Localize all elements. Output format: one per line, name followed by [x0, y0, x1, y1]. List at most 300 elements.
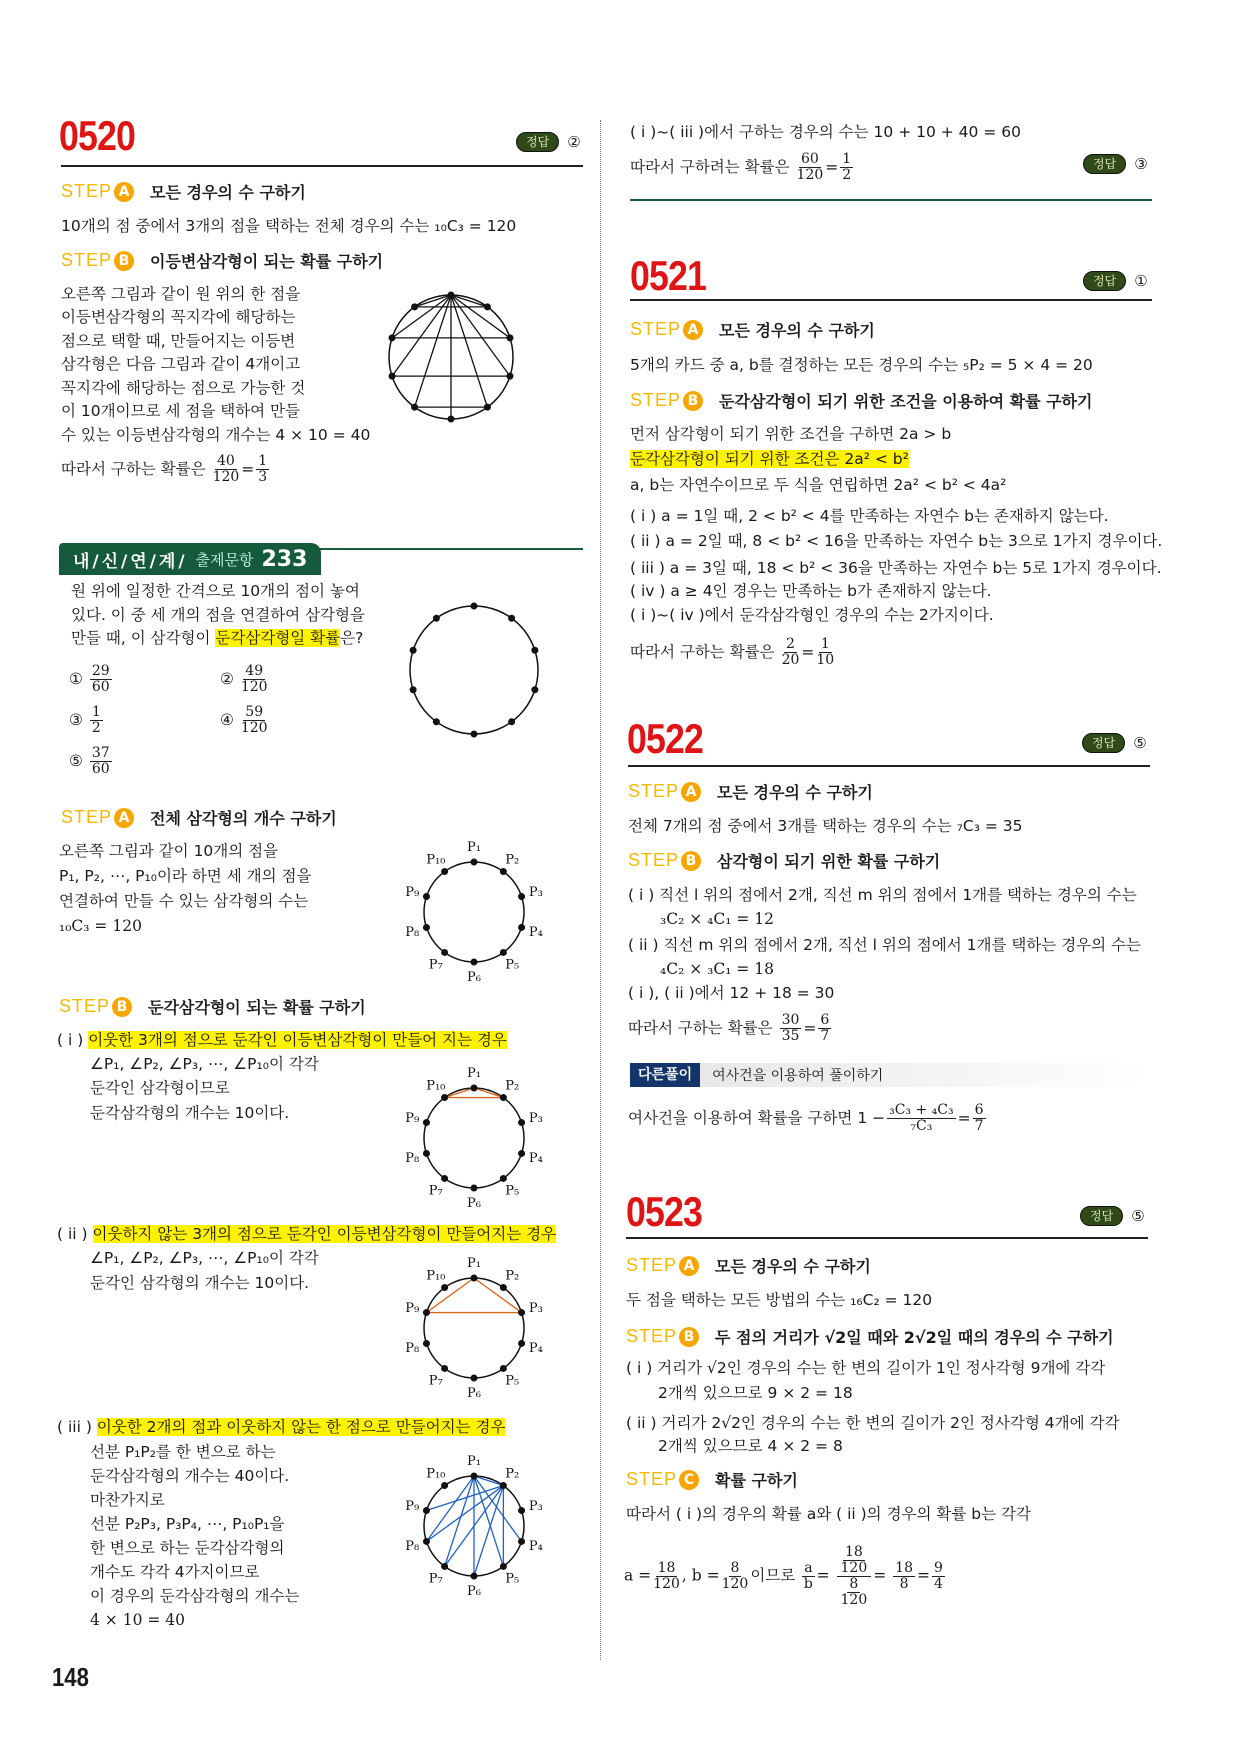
- banner-label: 내/신/연/계/: [73, 551, 188, 572]
- chord-line: [451, 295, 487, 407]
- denominator: 120: [212, 469, 240, 485]
- highlighted-text: 이웃하지 않는 3개의 점으로 둔각인 이등변삼각형이 만들어지는 경우: [92, 1225, 557, 1243]
- numerator: 18: [844, 1544, 863, 1560]
- fraction: [780, 1013, 802, 1044]
- solution-text: ∠P₁, ∠P₂, ∠P₃, ⋯, ∠P₁₀이 각각: [90, 1249, 319, 1267]
- denominator: 3: [258, 469, 268, 485]
- chord-line: [451, 295, 487, 307]
- denominator: 10: [816, 652, 835, 668]
- point-dot: [471, 731, 478, 738]
- step-badge: B: [681, 851, 701, 871]
- point-dot: [423, 1119, 430, 1126]
- solution-text: 10개의 점 중에서 3개의 점을 택하는 전체 경우의 수는 ₁₀C₃ = 120: [61, 217, 517, 235]
- numerator: 1: [258, 453, 268, 469]
- equals: =: [801, 643, 815, 661]
- step-badge: A: [683, 320, 703, 340]
- point-dot: [471, 1275, 478, 1282]
- fraction: [213, 454, 240, 485]
- point-label: P₁₀: [426, 1078, 446, 1094]
- point-dot: [441, 1094, 448, 1101]
- point-label: P₁₀: [426, 1466, 446, 1482]
- numerator: 49: [245, 663, 264, 679]
- point-label: P₁: [467, 840, 481, 855]
- point-label: P₇: [428, 1183, 443, 1199]
- step-title: 모든 경우의 수 구하기: [719, 321, 875, 340]
- point-label: P₄: [528, 1539, 543, 1555]
- ten-points-circle-figure: [404, 600, 544, 740]
- divider: [626, 1237, 1148, 1239]
- answer-value: ②: [567, 133, 581, 151]
- step-title: 삼각형이 되기 위한 확률 구하기: [717, 852, 941, 871]
- solution-text: ( iii ) a = 3일 때, 18 < b² < 36을 만족하는 자연수 b는 5로 1가지 경우이다.: [630, 559, 1162, 577]
- point-label: P₉: [405, 884, 420, 900]
- solution-text: 삼각형은 다음 그림과 같이 4개이고: [61, 355, 301, 373]
- step-title: 모든 경우의 수 구하기: [715, 1257, 871, 1276]
- point-dot: [508, 615, 515, 622]
- choice-4[interactable]: [220, 705, 270, 736]
- answer-badge-0520: [516, 132, 581, 152]
- solution-text: 한 변으로 하는 둔각삼각형의: [90, 1539, 285, 1557]
- point-dot: [423, 1538, 430, 1545]
- choice-mark: ④: [220, 711, 234, 729]
- numerator: 29: [91, 663, 110, 679]
- case-heading: [57, 1417, 505, 1437]
- choice-3[interactable]: [69, 705, 105, 736]
- point-label: P₃: [528, 1300, 543, 1316]
- equals: =: [873, 1566, 887, 1585]
- fraction: [818, 1013, 831, 1044]
- step-a-heading: [628, 780, 873, 803]
- answer-pill: 정답: [1082, 733, 1125, 753]
- denominator: 2: [91, 720, 101, 736]
- step-b-heading: [628, 849, 940, 872]
- denominator: 120: [653, 1576, 680, 1592]
- point-dot: [500, 868, 507, 875]
- numerator: 37: [91, 745, 110, 761]
- solution-text: ∠P₁, ∠P₂, ∠P₃, ⋯, ∠P₁₀이 각각: [90, 1055, 319, 1073]
- point-dot: [500, 1563, 507, 1570]
- solution-text: a, b는 자연수이므로 두 식을 연립하면 2a² < b² < 4a²: [630, 476, 1007, 494]
- step-label: STEP: [59, 996, 111, 1016]
- probability-formula: [624, 1545, 947, 1608]
- denominator: 8: [899, 1576, 909, 1592]
- solution-text: 전체 7개의 점 중에서 3개를 택하는 경우의 수는 ₇C₃ = 35: [628, 817, 1023, 835]
- denominator: 20: [781, 652, 800, 668]
- alt-tag: 다른풀이: [630, 1063, 700, 1087]
- point-dot: [500, 949, 507, 956]
- equals: =: [816, 1566, 830, 1585]
- point-label: P₆: [467, 1584, 481, 1599]
- choice-mark: ⑤: [69, 752, 83, 770]
- conclusion-text: 따라서 구하는 확률은: [61, 460, 206, 478]
- solution-text: 따라서 ( i )의 경우의 확률 a와 ( ii )의 경우의 확률 b는 각각: [626, 1505, 1031, 1523]
- point-label: P₁: [467, 1066, 481, 1081]
- point-dot: [506, 373, 513, 380]
- point-dot: [423, 1340, 430, 1347]
- banner-number: 233: [261, 546, 308, 572]
- solution-text: ( ii ) 거리가 2√2인 경우의 수는 한 변의 길이가 2인 정사각형 4개에 각각: [626, 1414, 1120, 1432]
- solution-text: 4 × 10 = 40: [90, 1611, 185, 1629]
- fraction: [653, 1561, 680, 1592]
- point-dot: [471, 859, 478, 866]
- case-heading: [57, 1224, 556, 1244]
- denominator: 7: [820, 1028, 830, 1044]
- denominator: 4: [934, 1576, 943, 1592]
- fraction: [90, 664, 112, 695]
- point-dot: [441, 949, 448, 956]
- point-dot: [518, 1309, 525, 1316]
- point-dot: [506, 334, 513, 341]
- step-title: 모든 경우의 수 구하기: [717, 783, 873, 802]
- chord-line: [474, 1486, 503, 1576]
- step-title: 두 점의 거리가 √2일 때와 2√2일 때의 경우의 수 구하기: [715, 1328, 1114, 1347]
- problem-number-0522: 0522: [627, 715, 704, 762]
- solution-text: 수 있는 이등변삼각형의 개수는 4 × 10 = 40: [61, 426, 371, 444]
- point-dot: [441, 1563, 448, 1570]
- solution-text: ( i ) 거리가 √2인 경우의 수는 한 변의 길이가 1인 정사각형 9개에 각각: [626, 1359, 1106, 1377]
- step-label: STEP: [628, 781, 680, 801]
- step-label: STEP: [630, 319, 682, 339]
- denominator: 7: [974, 1118, 984, 1134]
- point-dot: [441, 1365, 448, 1372]
- denominator: [839, 1577, 870, 1608]
- numerator: 60: [800, 151, 819, 167]
- chord-line: [392, 295, 451, 338]
- fraction: [973, 1103, 986, 1134]
- step-label: STEP: [61, 807, 113, 827]
- point-label: P₆: [467, 970, 481, 985]
- point-dot: [471, 959, 478, 966]
- fraction: [802, 1561, 814, 1592]
- step-title: 확률 구하기: [715, 1471, 798, 1490]
- solution-text: 이 경우의 둔각삼각형의 개수는: [90, 1587, 300, 1605]
- page-number: 148: [52, 1662, 89, 1692]
- naesin-banner: [59, 543, 321, 575]
- formula-part: a =: [624, 1566, 652, 1585]
- solution-text: 먼저 삼각형이 되기 위한 조건을 구하면 2a > b: [630, 425, 952, 443]
- step-label: STEP: [630, 390, 682, 410]
- point-label: P₇: [428, 1373, 443, 1389]
- numerator: 6: [820, 1012, 830, 1028]
- point-label: P₄: [528, 1151, 543, 1167]
- point-label: P₂: [505, 852, 520, 868]
- solution-text: 두 점을 택하는 모든 방법의 수는 ₁₆C₂ = 120: [626, 1291, 933, 1309]
- denominator: 35: [781, 1028, 800, 1044]
- point-label: P₇: [428, 1571, 443, 1587]
- point-label: P₆: [467, 1386, 481, 1401]
- point-dot: [423, 1507, 430, 1514]
- solution-text: P₁, P₂, ⋯, P₁₀이라 하면 세 개의 점을: [59, 867, 312, 885]
- point-dot: [410, 647, 417, 654]
- point-dot: [518, 1150, 525, 1157]
- point-dot: [389, 334, 396, 341]
- denominator: 2: [842, 167, 852, 183]
- equals: =: [917, 1566, 930, 1585]
- step-badge: B: [679, 1327, 699, 1347]
- point-dot: [518, 1538, 525, 1545]
- point-dot: [433, 718, 440, 725]
- point-label: P₅: [505, 1373, 520, 1389]
- conclusion: [61, 454, 271, 485]
- highlighted-text: 둔각삼각형이 되기 위한 조건은 2a² < b²: [630, 450, 909, 468]
- point-dot: [423, 924, 430, 931]
- numerator: 40: [217, 453, 235, 469]
- obtuse-triangles-circle-figure: [405, 1454, 543, 1599]
- problem-number-0523: 0523: [626, 1188, 703, 1235]
- conclusion-text: 따라서 구하는 확률은: [630, 643, 775, 661]
- fraction: [722, 1561, 749, 1592]
- solution-text: 오른쪽 그림과 같이 원 위의 한 점을: [61, 285, 301, 303]
- numerator: 30: [781, 1012, 800, 1028]
- solution-text: 둔각삼각형의 개수는 10이다.: [90, 1104, 290, 1122]
- fraction: [782, 637, 800, 668]
- point-label: P₉: [405, 1110, 420, 1126]
- equals: =: [241, 460, 255, 478]
- point-label: P₁₀: [426, 852, 446, 868]
- alternative-solution-banner: [630, 1063, 1150, 1087]
- problem-number-0520: 0520: [59, 112, 136, 159]
- point-dot: [484, 404, 491, 411]
- solution-text: 연결하여 만들 수 있는 삼각형의 수는: [59, 892, 309, 910]
- numerator: 1: [91, 704, 101, 720]
- point-label: P₉: [405, 1300, 420, 1316]
- point-label: P₄: [528, 1341, 543, 1357]
- denominator: 120: [796, 167, 824, 183]
- divider: [61, 165, 583, 167]
- point-dot: [471, 1085, 478, 1092]
- step-label: STEP: [626, 1255, 678, 1275]
- highlighted-text: 이웃한 2개의 점과 이웃하지 않는 한 점으로 만들어지는 경우: [96, 1418, 506, 1436]
- numerator: 59: [245, 704, 264, 720]
- solution-text: ₃C₂ × ₄C₁ = 12: [660, 910, 774, 928]
- fraction: [932, 1561, 945, 1592]
- point-dot: [531, 686, 538, 693]
- step-badge: C: [679, 1470, 699, 1490]
- solution-text: ( i )~( iv )에서 둔각삼각형인 경우의 수는 2가지이다.: [630, 606, 994, 624]
- solution-text: 선분 P₂P₃, P₃P₄, ⋯, P₁₀P₁을: [90, 1515, 285, 1533]
- circle-outline: [424, 862, 524, 962]
- point-dot: [500, 1284, 507, 1291]
- answer-value: ⑤: [1133, 734, 1147, 752]
- question-text: [71, 628, 363, 648]
- point-dot: [411, 303, 418, 310]
- point-dot: [423, 1150, 430, 1157]
- alt-text: 여사건을 이용하여 확률을 구하면 1 −: [628, 1109, 886, 1127]
- conclusion: [628, 1013, 833, 1044]
- equals: =: [803, 1019, 817, 1037]
- step-b-heading: [61, 249, 383, 272]
- choice-5[interactable]: [69, 746, 114, 777]
- step-a-heading: [61, 180, 306, 203]
- solution-text: 둔각인 삼각형의 개수는 10이다.: [90, 1274, 310, 1292]
- denominator: 120: [840, 1560, 868, 1576]
- point-label: P₃: [528, 1498, 543, 1514]
- numerator: 6: [974, 1102, 984, 1118]
- step-c-heading: [626, 1468, 798, 1491]
- point-dot: [484, 303, 491, 310]
- question-fragment: 만들 때, 이 삼각형이: [71, 629, 216, 647]
- numerator: 8: [730, 1560, 740, 1576]
- denominator: 120: [721, 1576, 749, 1592]
- solution-text: 선분 P₁P₂를 한 변으로 하는: [90, 1443, 276, 1461]
- point-label: P₁: [467, 1256, 481, 1271]
- point-dot: [411, 404, 418, 411]
- point-dot: [518, 1119, 525, 1126]
- point-dot: [410, 686, 417, 693]
- point-label: P₃: [528, 884, 543, 900]
- point-dot: [471, 1185, 478, 1192]
- point-label: P₁: [467, 1454, 481, 1469]
- case-mark: ( ii ): [57, 1225, 88, 1243]
- step-title: 모든 경우의 수 구하기: [150, 183, 306, 202]
- step-label: STEP: [61, 250, 113, 270]
- answer-pill: 정답: [1080, 1206, 1123, 1226]
- denominator: 120: [840, 1592, 868, 1608]
- point-dot: [471, 1573, 478, 1580]
- solution-text: ( iv ) a ≥ 4인 경우는 만족하는 b가 존재하지 않는다.: [630, 582, 992, 600]
- chord-line: [415, 295, 451, 307]
- conclusion: [630, 152, 855, 183]
- column-divider: [600, 120, 601, 1660]
- problem-number-0521: 0521: [630, 252, 707, 299]
- point-label: P₆: [467, 1196, 481, 1211]
- point-label: P₉: [405, 1498, 420, 1514]
- step-badge: B: [112, 997, 132, 1017]
- equals: =: [957, 1109, 971, 1127]
- conclusion: [630, 637, 836, 668]
- solution-text: ( i ), ( ii )에서 12 + 18 = 30: [628, 984, 835, 1002]
- chord-line: [445, 1476, 474, 1566]
- equals: =: [825, 158, 839, 176]
- fraction: [887, 1103, 956, 1134]
- fraction: [816, 637, 834, 668]
- step-b-heading: [59, 995, 366, 1018]
- solution-text: 오른쪽 그림과 같이 10개의 점을: [59, 842, 279, 860]
- point-dot: [508, 718, 515, 725]
- solution-text: 둔각삼각형의 개수는 40이다.: [90, 1467, 290, 1485]
- numerator: ₃C₃ + ₄C₃: [889, 1102, 954, 1118]
- solution-text: 이등변삼각형의 꼭지각에 해당하는: [61, 308, 296, 326]
- step-label: STEP: [626, 1326, 678, 1346]
- point-dot: [471, 1473, 478, 1480]
- numerator: 18: [895, 1560, 913, 1576]
- formula-part: 이므로: [750, 1566, 796, 1585]
- point-label: P₂: [505, 1268, 520, 1284]
- divider: [630, 199, 1152, 201]
- point-label: P₈: [405, 1341, 420, 1357]
- choice-1[interactable]: [69, 664, 114, 695]
- point-dot: [448, 292, 455, 299]
- step-b-heading: [630, 389, 1092, 412]
- step-badge: B: [683, 391, 703, 411]
- point-dot: [518, 924, 525, 931]
- step-label: STEP: [61, 181, 113, 201]
- question-text: 원 위에 일정한 간격으로 10개의 점이 놓여: [71, 582, 360, 600]
- denominator: ₇C₃: [910, 1118, 933, 1134]
- point-dot: [471, 1375, 478, 1382]
- denominator: 120: [240, 720, 268, 736]
- point-label: P₂: [505, 1466, 520, 1482]
- solution-text: ₁₀C₃ = 120: [59, 917, 142, 935]
- numerator: 2: [786, 636, 795, 652]
- solution-text: 개수도 각각 4가지이므로: [90, 1563, 260, 1581]
- chord-line: [474, 1476, 503, 1566]
- solution-text: ( i )~( iii )에서 구하는 경우의 수는 10 + 10 + 40 = 60: [630, 123, 1021, 141]
- numerator: 18: [657, 1560, 676, 1576]
- choice-2[interactable]: [220, 664, 270, 695]
- point-dot: [441, 1482, 448, 1489]
- case-mark: ( i ): [57, 1031, 84, 1049]
- circle-outline: [410, 606, 538, 734]
- step-title: 둔각삼각형이 되는 확률 구하기: [148, 998, 366, 1017]
- point-label: P₈: [405, 925, 420, 941]
- point-label: P₅: [505, 1571, 520, 1587]
- point-dot: [389, 373, 396, 380]
- numerator: [837, 1545, 872, 1577]
- answer-pill: 정답: [516, 132, 559, 152]
- formula-part: b =: [691, 1566, 720, 1585]
- step-a-heading: [630, 318, 875, 341]
- adjacent-triangle-circle-figure: [405, 1066, 543, 1211]
- conclusion-text: 따라서 구하는 확률은: [628, 1019, 773, 1037]
- solution-text: 2개씩 있으므로 4 × 2 = 8: [658, 1437, 843, 1455]
- choice-mark: ③: [69, 711, 83, 729]
- point-dot: [448, 416, 455, 423]
- fraction: [90, 705, 103, 736]
- highlighted-text: 이웃한 3개의 점으로 둔각인 이등변삼각형이 만들어 지는 경우: [88, 1031, 507, 1049]
- numerator: 1: [842, 151, 852, 167]
- point-label: P₇: [428, 957, 443, 973]
- question-fragment: 은?: [340, 629, 364, 647]
- point-dot: [471, 603, 478, 610]
- solution-text: 점으로 택할 때, 만들어지는 이등변: [61, 332, 296, 350]
- step-label: STEP: [628, 850, 680, 870]
- point-dot: [518, 893, 525, 900]
- chord-line: [426, 1486, 503, 1542]
- conclusion-text: 따라서 구하려는 확률은: [630, 158, 790, 176]
- solution-text: 2개씩 있으므로 9 × 2 = 18: [658, 1384, 853, 1402]
- fraction: [840, 152, 853, 183]
- banner-rule: [280, 548, 583, 550]
- alt-title: 여사건을 이용하여 풀이하기: [712, 1068, 884, 1084]
- answer-value: ③: [1134, 155, 1148, 173]
- point-label: P₁₀: [426, 1268, 446, 1284]
- point-dot: [423, 893, 430, 900]
- point-dot: [531, 647, 538, 654]
- point-dot: [423, 1309, 430, 1316]
- answer-badge-0523: [1080, 1206, 1145, 1226]
- answer-badge-0522: [1082, 733, 1147, 753]
- point-dot: [518, 1507, 525, 1514]
- point-dot: [500, 1482, 507, 1489]
- point-dot: [500, 1175, 507, 1182]
- denominator: b: [803, 1576, 813, 1592]
- divider: [630, 299, 1152, 301]
- point-dot: [518, 1340, 525, 1347]
- question-text: 있다. 이 중 세 개의 점을 연결하여 삼각형을: [71, 606, 365, 624]
- denominator: 60: [91, 761, 110, 777]
- numerator: a: [804, 1560, 813, 1576]
- fraction: [256, 454, 269, 485]
- step-label: STEP: [626, 1469, 678, 1489]
- step-badge: A: [679, 1256, 699, 1276]
- fraction: [241, 705, 268, 736]
- answer-badge-0521: [1083, 271, 1148, 291]
- answer-value: ⑤: [1131, 1207, 1145, 1225]
- step-badge: A: [681, 782, 701, 802]
- labeled-points-circle-figure: [405, 840, 543, 985]
- solution-text: 꼭지각에 해당하는 점으로 가능한 것: [61, 379, 306, 397]
